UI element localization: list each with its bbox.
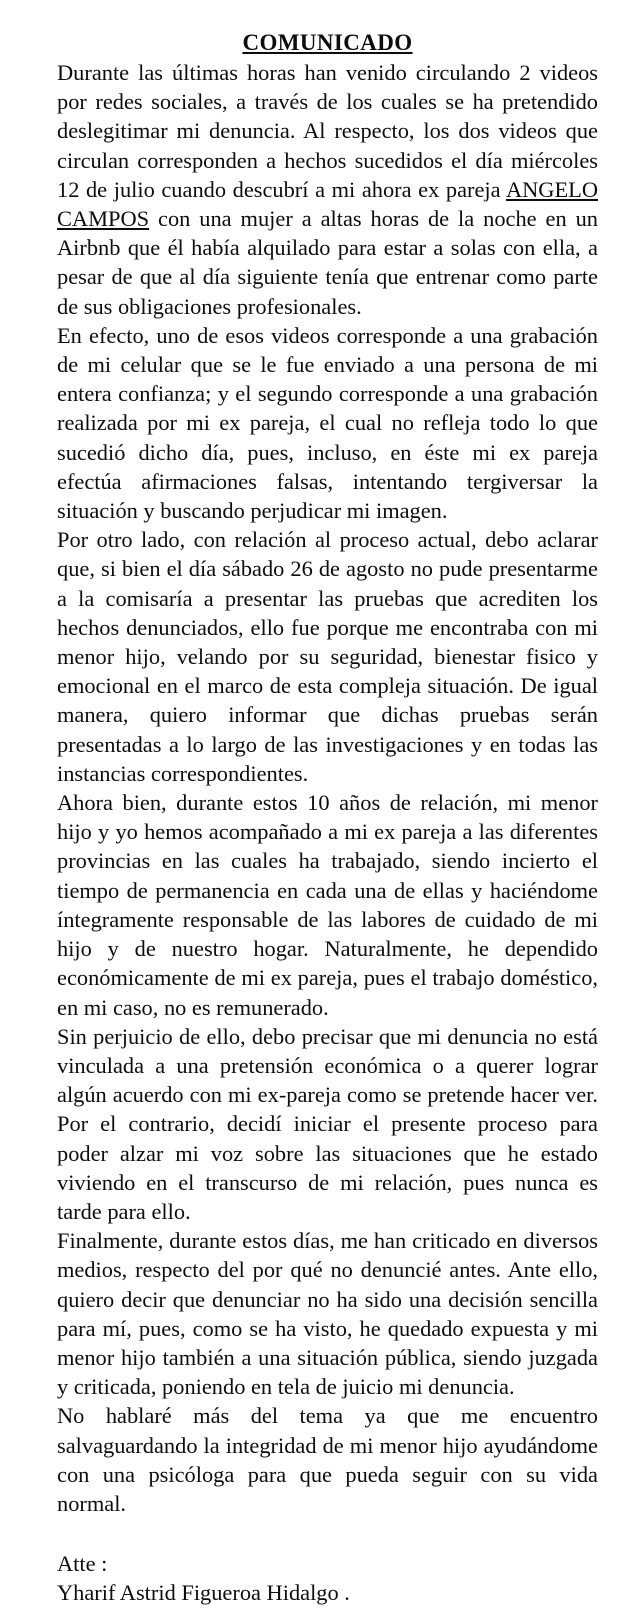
paragraph-5: Sin perjuicio de ello, debo precisar que mi denuncia no está vinculada a una pretensión económica o a querer lograr algún acuerdo con mi ex-pareja como se pretende hacer ver. Por el contrario, decidí iniciar el presente proceso para poder alzar mi voz sobre las situaciones que he estado viviendo en el transcurso de mi relación, pues nunca es tarde para ello. [57,1023,598,1224]
signature-salutation: Atte : [57,1551,108,1577]
page-title-text: COMUNICADO [242,30,413,55]
paragraph-2: En efecto, uno de esos videos corresponde a una grabación de mi celular que se le fue enviado a una persona de mi entera confianza; y el segundo corresponde a una grabación realizada por mi ex pareja, el cual no refleja todo lo que sucedió dicho día, pues, incluso, en éste mi ex pareja efectúa afirmaciones falsas, intentando tergiversar la situación y buscando perjudicar mi imagen. [57,322,598,524]
document-body [57,58,598,1518]
paragraph-4: Ahora bien, durante estos 10 años de relación, mi menor hijo y yo hemos acompañado a mi ex pareja a las diferentes provincias en las cuales ha trabajado, siendo incierto el tiempo de permanencia en cada una de ellas y haciéndome íntegramente responsable de las labores de cuidado de mi hijo y de nuestro hogar. Naturalmente, he dependido económicamente de mi ex pareja, pues el trabajo doméstico, en mi caso, no es remunerado. [57,790,598,1020]
page-title [57,28,598,57]
emphasized-name-angelo-campos: ANGELO CAMPOS [57,176,598,232]
signature-block [57,1549,598,1607]
paragraph-1 [57,58,598,321]
paragraph-6: Finalmente, durante estos días, me han criticado en diversos medios, respecto del por qué no denuncié antes. Ante ello, quiero decir que denunciar no ha sido una decisión sencilla para mí, pues, como se ha visto, he quedado expuesta y mi menor hijo también a una situación pública, siendo juzgada y criticada, poniendo en tela de juicio mi denuncia. [57,1228,598,1400]
signature-spacer [57,1518,598,1549]
paragraph-1-trailing: con una mujer a altas horas de la noche en un Airbnb que él había alquilado para estar a solas con ella, a pesar de que al día siguiente tenía que entrenar como parte de sus obligaciones profesionales. [57,206,598,319]
paragraph-3: Por otro lado, con relación al proceso actual, debo aclarar que, si bien el día sábado 26 de agosto no pude presentarme a la comisaría a presentar las pruebas que acrediten los hechos denunciados, ello fue porque me encontraba con mi menor hijo, velando por su seguridad, bienestar fisico y emocional en el marco de esta compleja situación. De igual manera, quiero informar que dichas pruebas serán presentadas a lo largo de las investigaciones y en todas las instancias correspondientes. [57,527,598,786]
paragraph-7: No hablaré más del tema ya que me encuentro salvaguardando la integridad de mi menor hijo ayudándome con una psicóloga para que pueda seguir con su vida normal. [57,1403,598,1516]
paragraph-1-lead: Durante las últimas horas han venido circulando 2 videos por redes sociales, a través de los cuales se ha pretendido deslegitimar mi denuncia. Al respecto, los dos videos que circulan corresponden a hechos sucedidos el día miércoles 12 de julio cuando descubrí a mi ahora ex pareja [57,60,598,202]
signature-name: Yharif Astrid Figueroa Hidalgo . [57,1580,350,1606]
